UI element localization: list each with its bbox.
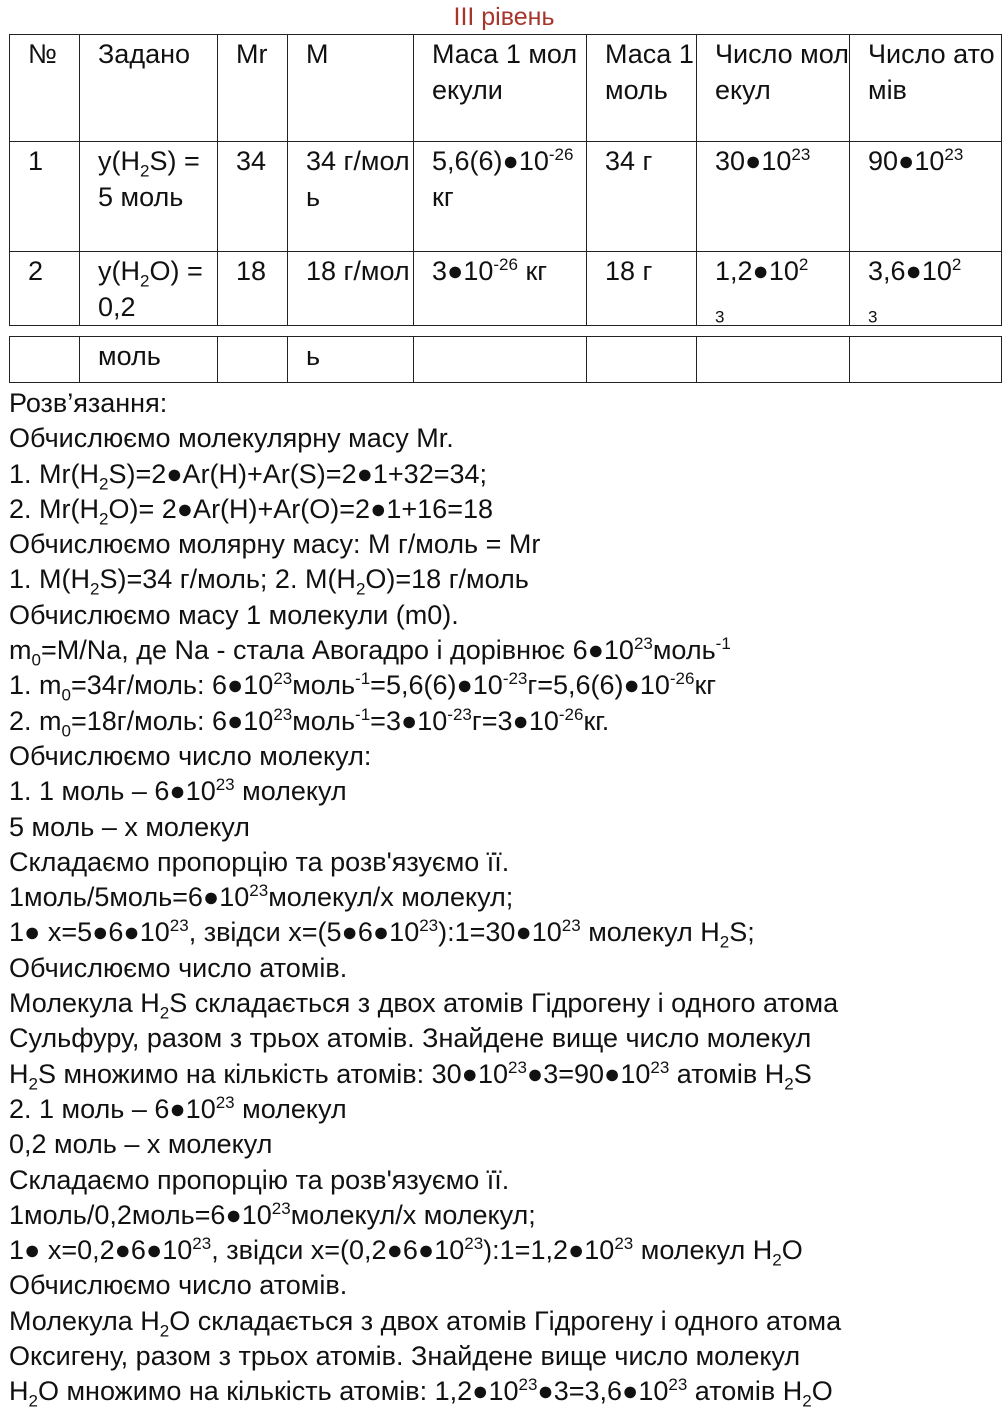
solution-line: 1● $х=0,2●6●10^{23}$, звідси $х=(0,2●6●10^{23}):1=1,2●10^{23}$ молекул $H_2O$ — [9, 1234, 803, 1270]
table-row — [10, 337, 1002, 383]
solution-line: Обчислюємо молярну масу: M г/моль = Mr — [9, 529, 541, 560]
solution-line: Обчислюємо число атомів. — [9, 1270, 348, 1301]
header-number: № — [10, 35, 80, 142]
solution-line: Обчислюємо масу 1 молекули (m0). — [9, 599, 459, 630]
mole-mass-cell: 18 г — [587, 252, 697, 326]
solution-line: Оксигену, разом з трьох атомів. Знайдене вище число молекул — [9, 1341, 801, 1372]
header-mr: Mr — [218, 35, 288, 142]
empty-cell — [414, 337, 587, 383]
solution-line: Молекула $H_2S$ складається з двох атомів Гідрогену і одного атома — [9, 988, 839, 1023]
empty-cell — [218, 337, 288, 383]
solution-line: 5 моль – х молекул — [9, 811, 250, 842]
table-row — [10, 252, 1002, 326]
solution-line: Розв’язання: — [9, 388, 168, 418]
header-molecule-count: Число молекул — [697, 35, 850, 142]
solution-line: 2. 1 моль – $6●10^{23}$ молекул — [9, 1092, 347, 1124]
solution-line: Обчислюємо число атомів. — [9, 952, 348, 983]
mr-cell: 18 — [218, 252, 288, 326]
empty-cell — [697, 337, 850, 383]
solution-line: $H_2S$ множимо на кількість атомів: $30●10^{23}●3=90●10^{23}$ атомів $H_2S$ — [9, 1057, 812, 1094]
header-molecule-mass: Маса 1 молекули — [414, 35, 587, 142]
empty-cell — [10, 337, 80, 383]
given-cell: моль — [80, 337, 218, 383]
atom-count-cell: $90●10^{23}$ — [850, 142, 1002, 252]
row-number: 2 — [10, 252, 80, 326]
solution-line: $1моль/0,2моль=6●10^{23}молекул/х$ молекул; — [9, 1198, 536, 1230]
solution-line: Складаємо пропорцію та розв'язуємо її. — [9, 1164, 510, 1195]
atom-count-cell: $3,6●10^2$ $_3$ — [850, 252, 1002, 326]
m-cell: 34 г/моль — [288, 142, 414, 252]
empty-cell — [850, 337, 1002, 383]
solution-line: $m_0=M/Na$, де Na - стала Авогадро і дорівнює $6●10^{23}моль^{-1}$ — [9, 634, 731, 670]
solution-line: 1. $m_0=34г$/моль: $6●10^{23}моль^{-1}=5,6(6)●10^{-23}г=5,6(6)●10^{-26}кг$ — [9, 669, 717, 705]
solution-text — [9, 386, 1004, 1410]
molecule-count-cell: $1,2●10^2$ $_3$ — [697, 252, 850, 326]
solution-line: 0,2 моль – х молекул — [9, 1129, 273, 1160]
m-cell: ь — [288, 337, 414, 383]
header-atom-count: Число атомів — [850, 35, 1002, 142]
mole-mass-cell: 34 г — [587, 142, 697, 252]
data-table — [9, 34, 1002, 326]
solution-line: 2. $Mr(H_2O)=$ 2●Ar(H)+Ar(O)=2●1+16=18 — [9, 493, 493, 529]
solution-line: 2. $m_0=18г$/моль: $6●10^{23}моль^{-1}=3●10^{-23}г=3●10^{-26}кг$. — [9, 704, 610, 741]
given-cell: $у(H_2O) = 0,2$ — [80, 252, 218, 326]
molecule-mass-cell: $5,6(6)●10^{-26}$ кг — [414, 142, 587, 252]
m-cell: 18 г/мол — [288, 252, 414, 326]
mr-cell: 34 — [218, 142, 288, 252]
solution-line: Складаємо пропорцію та розв'язуємо її. — [9, 846, 510, 877]
solution-line: $H_2O$ множимо на кількість атомів: $1,2●10^{23}●3=3,6●10^{23}$ атомів $H_2O$ — [9, 1375, 833, 1411]
solution-line: Молекула $H_2O$ складається з двох атомів Гідрогену і одного атома — [9, 1305, 842, 1341]
header-mole-mass: Маса 1 моль — [587, 35, 697, 142]
solution-line: Обчислюємо молекулярну масу Mr. — [9, 423, 454, 454]
solution-line: 1● $х=5●6●10^{23}$, звідси $х=(5●6●10^{23}):1=30●10^{23}$ молекул $H_2S$; — [9, 916, 755, 952]
table-row — [10, 142, 1002, 252]
solution-line: 1. $M(H_2S)=34$ г/моль; 2. $M(H_2O)=18$ г/моль — [9, 564, 529, 599]
table-continuation — [9, 336, 1002, 383]
level-heading: III рівень — [453, 3, 555, 31]
molecule-count-cell: $30●10^{23}$ — [697, 142, 850, 252]
molecule-mass-cell: $3●10^{-26}$ кг — [414, 252, 587, 326]
row-number: 1 — [10, 142, 80, 252]
solution-line: 1. $Mr(H_2S)=2●Ar(H)+Ar(S)=2●1+32=34$; — [9, 458, 488, 493]
header-m: M — [288, 35, 414, 142]
header-given: Задано — [80, 35, 218, 142]
empty-cell — [587, 337, 697, 383]
solution-line: Сульфуру, разом з трьох атомів. Знайдене вище число молекул — [9, 1023, 812, 1054]
table-header-row — [10, 35, 1002, 142]
solution-line: 1. 1 моль – $6●10^{23}$ молекул — [9, 775, 347, 807]
solution-line: $1моль/5моль=6●10^{23}молекул/х$ молекул; — [9, 881, 514, 913]
solution-line: Обчислюємо число молекул: — [9, 740, 372, 771]
given-cell: $у(H_2S) = 5$ моль — [80, 142, 218, 252]
